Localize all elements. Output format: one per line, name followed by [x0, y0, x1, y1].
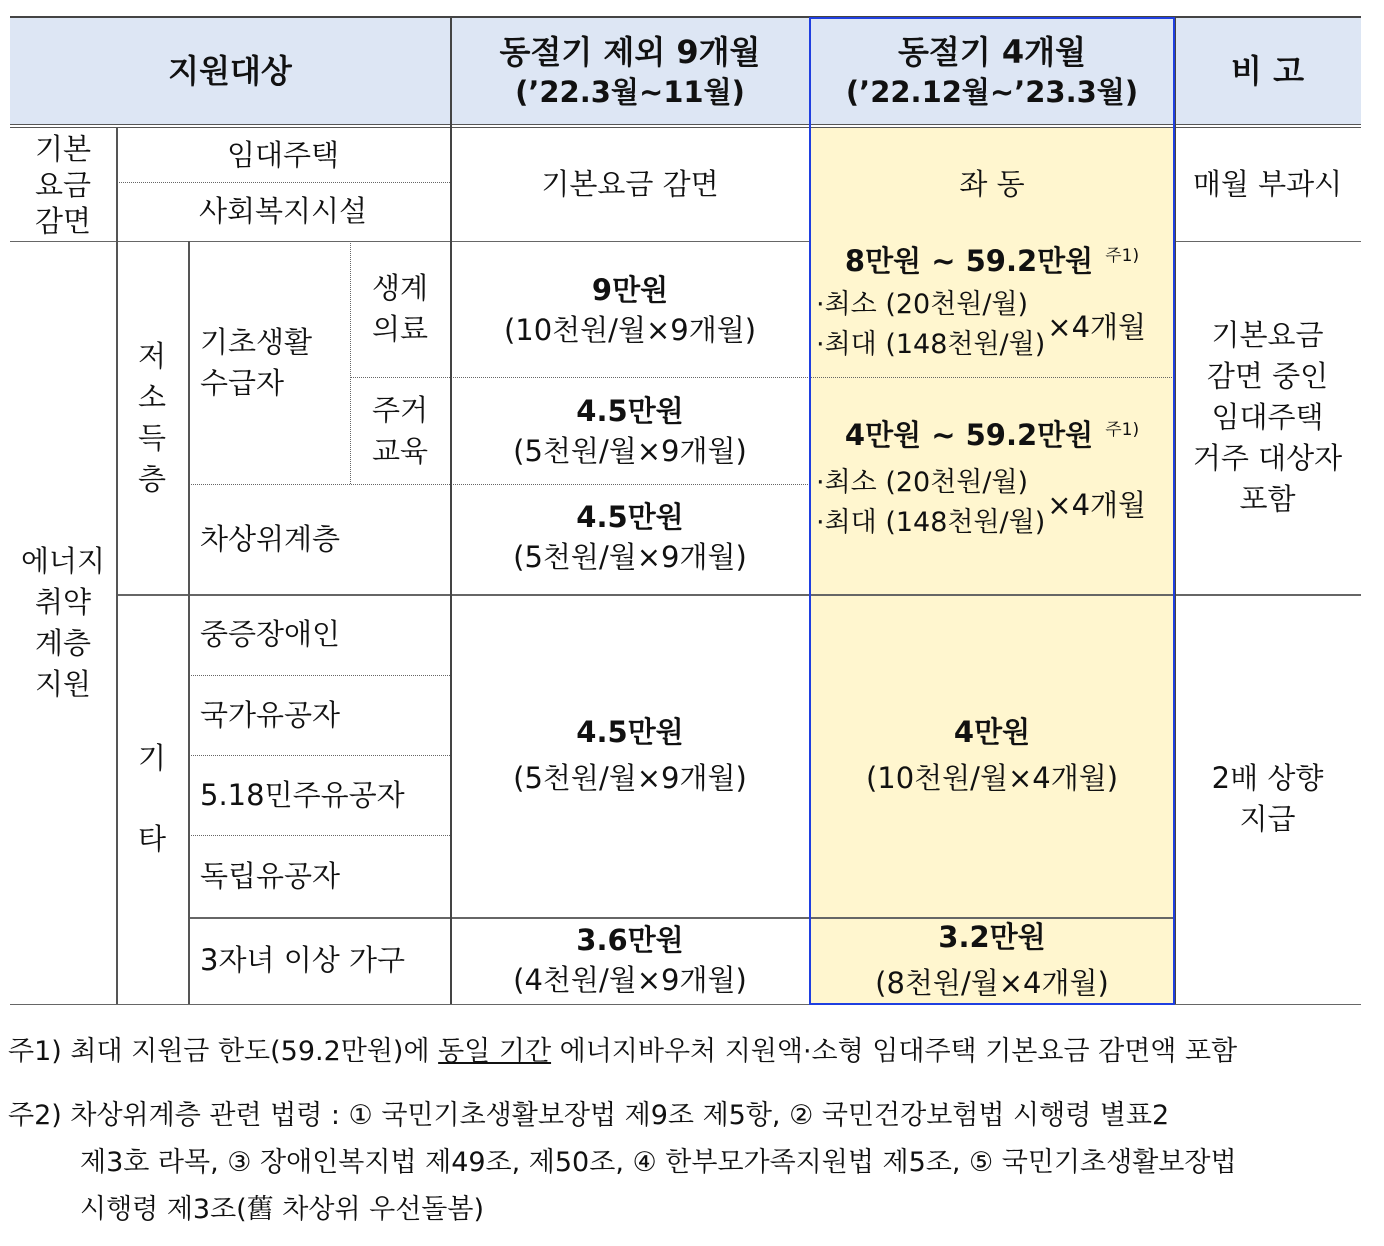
footnote-2-line2: 제3호 라목, ③ 장애인복지법 제49조, 제50조, ④ 한부모가족지원법 제5조, ⑤ 국민기초생활보장법 — [80, 1147, 1237, 1178]
others-item-severe-disability: 중증장애인 — [200, 617, 341, 651]
basic-group-label: 기본 요금 감면 — [34, 131, 92, 238]
others-col2: 4만원 (10천원/월×4개월) — [865, 715, 1119, 795]
row-divider — [10, 241, 810, 242]
footnote-2-line3: 시행령 제3조(舊 차상위 우선돌봄) — [80, 1194, 484, 1225]
row-divider — [188, 484, 810, 485]
others-label: 기 타 — [137, 741, 166, 856]
footnote-marker: 주1) — [1105, 246, 1140, 266]
basic-col1: 기본요금 감면 — [541, 167, 719, 201]
col-divider — [350, 241, 351, 484]
header-period-4months: 동절기 4개월 (’22.12월~’23.3월) — [845, 32, 1139, 109]
three-children-col2: 3.2만원 (8천원/월×4개월) — [875, 920, 1109, 1000]
basic-remark: 매월 부과시 — [1192, 167, 1343, 201]
others-col1: 4.5만원 (5천원/월×9개월) — [513, 715, 747, 795]
basic-living-recipient-label: 기초생활 수급자 — [200, 324, 313, 400]
row-divider — [188, 755, 450, 756]
livelihood-col1: 9만원 (10천원/월×9개월) — [503, 272, 757, 347]
three-children-label: 3자녀 이상 가구 — [200, 943, 405, 977]
three-children-col1: 3.6만원 (4천원/월×9개월) — [513, 923, 747, 997]
footnote-marker: 주1) — [1105, 420, 1140, 440]
near-poor-label: 차상위계층 — [200, 521, 341, 556]
footnote-2-line1: 주2) 차상위계층 관련 법령 : ① 국민기초생활보장법 제9조 제5항, ② 국민건강보험법 시행령 별표2 — [8, 1100, 1170, 1131]
header-period-9months: 동절기 제외 9개월 (’22.3월~11월) — [499, 32, 761, 109]
others-item-independence-merit: 독립유공자 — [200, 858, 341, 893]
highlight-column-frame — [809, 17, 1175, 1005]
row-divider — [188, 835, 450, 836]
housing-near-poor-col2: 4만원 ~ 59.2만원 주1) ·최소 (20천원/월) ·최대 (148천원/월) ×4개월 — [816, 418, 1147, 538]
row-divider — [116, 182, 450, 183]
row-divider — [188, 675, 450, 676]
col-divider — [450, 16, 452, 1004]
col-divider — [188, 241, 190, 1004]
others-item-518-merit: 5.18민주유공자 — [200, 777, 405, 812]
others-item-national-merit: 국가유공자 — [200, 697, 341, 732]
housing-education-label: 주거 교육 — [371, 392, 429, 468]
others-remark: 2배 상향 지급 — [1211, 761, 1324, 836]
livelihood-col2: 8만원 ~ 59.2만원 주1) ·최소 (20천원/월) ·최대 (148천원/월) ×4개월 — [816, 244, 1147, 360]
basic-item-rental-housing: 임대주택 — [226, 137, 340, 172]
header-target: 지원대상 — [168, 51, 292, 90]
livelihood-medical-label: 생계 의료 — [371, 271, 429, 346]
basic-col2: 좌 동 — [959, 167, 1025, 201]
basic-item-welfare-facility: 사회복지시설 — [198, 194, 368, 228]
low-income-remark: 기본요금 감면 중인 임대주택 거주 대상자 포함 — [1192, 318, 1343, 516]
row-divider — [350, 377, 810, 378]
near-poor-col1: 4.5만원 (5천원/월×9개월) — [513, 499, 747, 574]
energy-group-label: 에너지 취약 계층 지원 — [20, 543, 106, 701]
housing-col1: 4.5만원 (5천원/월×9개월) — [513, 393, 747, 468]
row-divider — [1174, 241, 1361, 242]
header-remark: 비 고 — [1231, 51, 1304, 90]
col-divider — [116, 128, 118, 1004]
footnote-1: 주1) 최대 지원금 한도(59.2만원)에 동일 기간 에너지바우처 지원액·소형 임대주택 기본요금 감면액 포함 — [8, 1036, 1238, 1067]
low-income-label: 저 소 득 층 — [137, 338, 166, 496]
